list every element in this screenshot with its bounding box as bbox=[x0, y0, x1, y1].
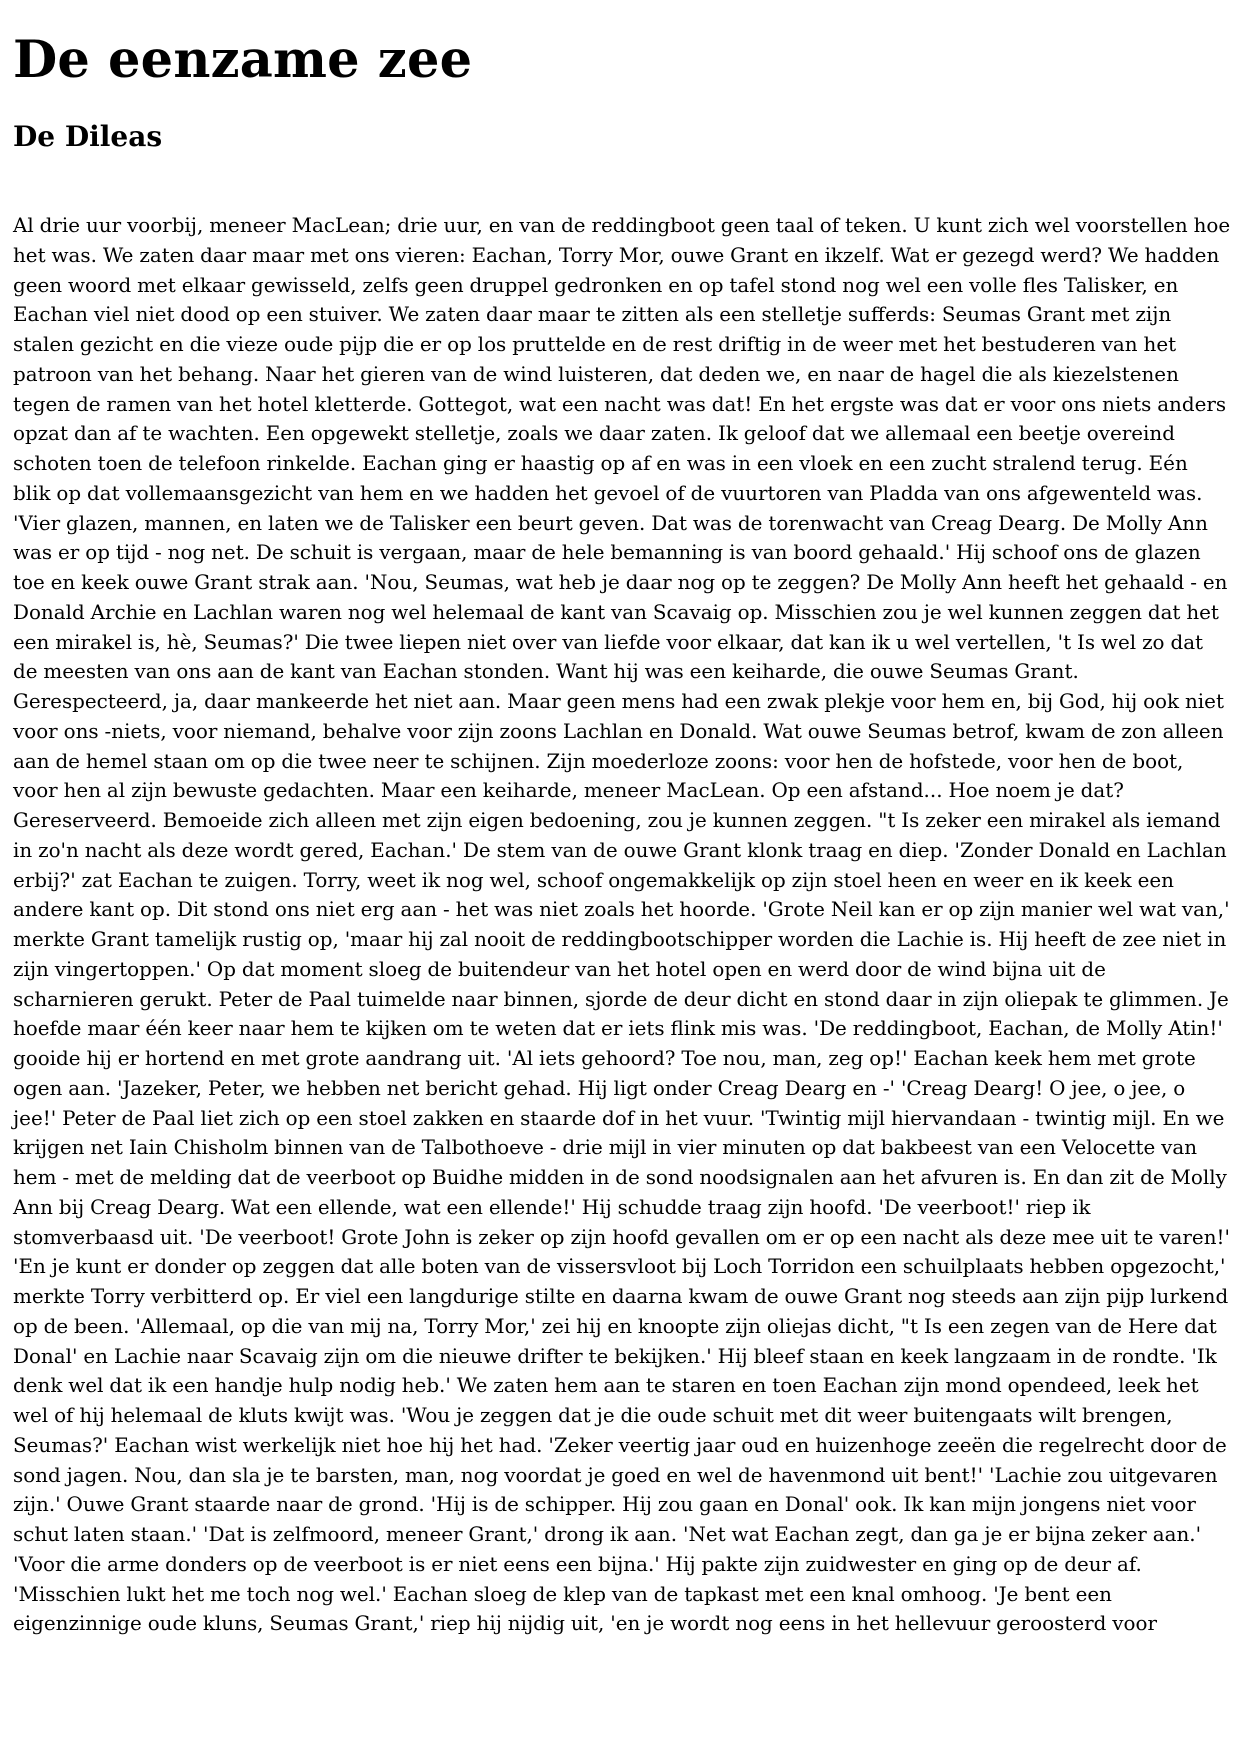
document-title: De eenzame zee bbox=[13, 30, 473, 90]
document-page bbox=[13, 0, 1231, 1639]
body-paragraph: Al drie uur voorbij, meneer MacLean; drie uur, en van de reddingboot geen taal of teken. U kunt zich wel voorstellen hoe het was. We zaten daar maar met ons vieren: Eachan, Torry Mor, ouwe Grant en ikzelf. Wat er gezegd werd? We hadden geen woord met elkaar gewisseld, zelfs geen druppel gedronken en op tafel stond nog wel een volle fles Talisker, en Eachan viel niet dood op een stuiver. We zaten daar maar te zitten als een stelletje sufferds: Seumas Grant met zijn stalen gezicht en die vieze oude pijp die er op los pruttelde en de rest driftig in de weer met het bestuderen van het patroon van het behang. Naar het gieren van de wind luisteren, dat deden we, en naar de hagel die als kiezelstenen tegen de ramen van het hotel kletterde. Gottegot, wat een nacht was dat! En het ergste was dat er voor ons niets anders opzat dan af te wachten. Een opgewekt stelletje, zoals we daar zaten. Ik geloof dat we allemaal een beetje overeind schoten toen de telefoon rinkelde. Eachan ging er haastig op af en was in een vloek en een zucht stralend terug. Eén blik op dat vollemaansgezicht van hem en we hadden het gevoel of de vuurtoren van Pladda van ons afgewenteld was. 'Vier glazen, mannen, en laten we de Talisker een beurt geven. Dat was de torenwacht van Creag Dearg. De Molly Ann was er op tijd - nog net. De schuit is vergaan, maar de hele bemanning is van boord gehaald.' Hij schoof ons de glazen toe en keek ouwe Grant strak aan. 'Nou, Seumas, wat heb je daar nog op te zeggen? De Molly Ann heeft het gehaald - en Donald Archie en Lachlan waren nog wel helemaal de kant van Scavaig op. Misschien zou je wel kunnen zeggen dat het een mirakel is, hè, Seumas?' Die twee liepen niet over van liefde voor elkaar, dat kan ik u wel vertellen, 't Is wel zo dat de meesten van ons aan de kant van Eachan stonden. Want hij was een keiharde, die ouwe Seumas Grant. Gerespecteerd, ja, daar mankeerde het niet aan. Maar geen mens had een zwak plekje voor hem en, bij God, hij ook niet voor ons -niets, voor niemand, behalve voor zijn zoons Lachlan en Donald. Wat ouwe Seumas betrof, kwam de zon alleen aan de hemel staan om op die twee neer te schijnen. Zijn moederloze zoons: voor hen de hofstede, voor hen de boot, voor hen al zijn bewuste gedachten. Maar een keiharde, meneer MacLean. Op een afstand... Hoe noem je dat? Gereserveerd. Bemoeide zich alleen met zijn eigen bedoening, zou je kunnen zeggen. "t Is zeker een mirakel als iemand in zo'n nacht als deze wordt gered, Eachan.' De stem van de ouwe Grant klonk traag en diep. 'Zonder Donald en Lachlan erbij?' zat Eachan te zuigen. Torry, weet ik nog wel, schoof ongemakkelijk op zijn stoel heen en weer en ik keek een andere kant op. Dit stond ons niet erg aan - het was niet zoals het hoorde. 'Grote Neil kan er op zijn manier wel wat van,' merkte Grant tamelijk rustig op, 'maar hij zal nooit de reddingbootschipper worden die Lachie is. Hij heeft de zee niet in zijn vingertoppen.' Op dat moment sloeg de buitendeur van het hotel open en werd door de wind bijna uit de scharnieren gerukt. Peter de Paal tuimelde naar binnen, sjorde de deur dicht en stond daar in zijn oliepak te glimmen. Je hoefde maar één keer naar hem te kijken om te weten dat er iets flink mis was. 'De reddingboot, Eachan, de Molly Atin!' gooide hij er hortend en met grote aandrang uit. 'Al iets gehoord? Toe nou, man, zeg op!' Eachan keek hem met grote ogen aan. 'Jazeker, Peter, we hebben net bericht gehad. Hij ligt onder Creag Dearg en -' 'Creag Dearg! O jee, o jee, o jee!' Peter de Paal liet zich op een stoel zakken en staarde dof in het vuur. 'Twintig mijl hiervandaan - twintig mijl. En we krijgen net Iain Chisholm binnen van de Talbothoeve - drie mijl in vier minuten op dat bakbeest van een Velocette van hem - met de melding dat de veerboot op Buidhe midden in de sond noodsignalen aan het afvuren is. En dan zit de Molly Ann bij Creag Dearg. Wat een ellende, wat een ellende!' Hij schudde traag zijn hoofd. 'De veerboot!' riep ik stomverbaasd uit. 'De veerboot! Grote John is zeker op zijn hoofd gevallen om er op een nacht als deze mee uit te varen!' 'En je kunt er donder op zeggen dat alle boten van de vissersvloot bij Loch Torridon een schuilplaats hebben opgezocht,' merkte Torry verbitterd op. Er viel een langdurige stilte en daarna kwam de ouwe Grant nog steeds aan zijn pijp lurkend op de been. 'Allemaal, op die van mij na, Torry Mor,' zei hij en knoopte zijn oliejas dicht, "t Is een zegen van de Here dat Donal' en Lachie naar Scavaig zijn om die nieuwe drifter te bekijken.' Hij bleef staan en keek langzaam in de rondte. 'Ik denk wel dat ik een handje hulp nodig heb.' We zaten hem aan te staren en toen Eachan zijn mond opendeed, leek het wel of hij helemaal de kluts kwijt was. 'Wou je zeggen dat je die oude schuit met dit weer buitengaats wilt brengen, Seumas?' Eachan wist werkelijk niet hoe hij het had. 'Zeker veertig jaar oud en huizenhoge zeeën die regelrecht door de sond jagen. Nou, dan sla je te barsten, man, nog voordat je goed en wel de havenmond uit bent!' 'Lachie zou uitgevaren zijn.' Ouwe Grant staarde naar de grond. 'Hij is de schipper. Hij zou gaan en Donal' ook. Ik kan mijn jongens niet voor schut laten staan.' 'Dat is zelfmoord, meneer Grant,' drong ik aan. 'Net wat Eachan zegt, dan ga je er bijna zeker aan.' 'Voor die arme donders op de veerboot is er niet eens een bijna.' Hij pakte zijn zuidwester en ging op de deur af. 'Misschien lukt het me toch nog wel.' Eachan sloeg de klep van de tapkast met een knal omhoog. 'Je bent een eigenzinnige oude kluns, Seumas Grant,' riep hij nijdig uit, 'en je wordt nog eens in het hellevuur geroosterd voor bbox=[13, 214, 1231, 1636]
chapter-title: De Dileas bbox=[13, 120, 163, 153]
